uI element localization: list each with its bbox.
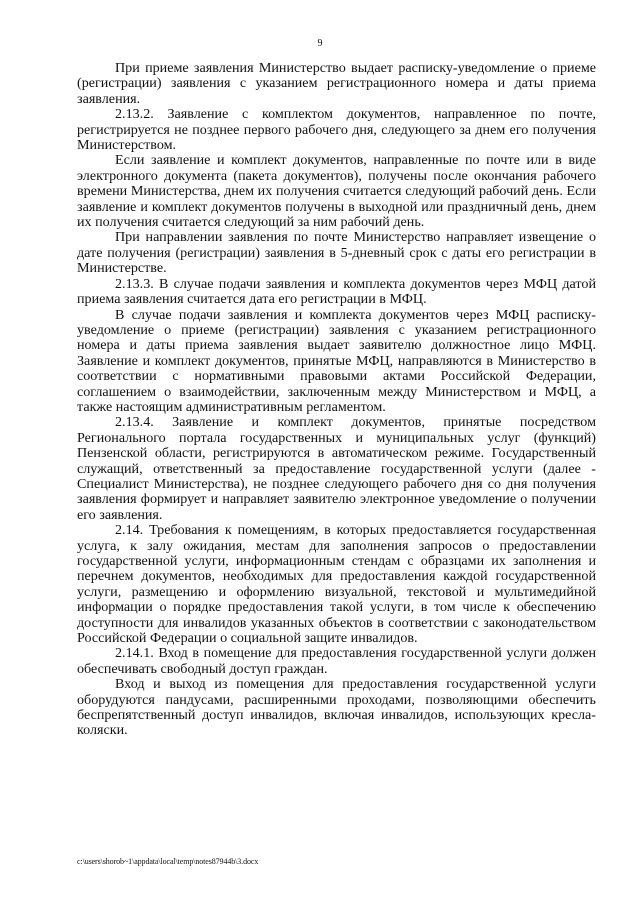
paragraph-mfc-receipt: В случае подачи заявления и комплекта документов через МФЦ расписку-уведомление о приеме (регистрации) заявления с указанием регистрационного номера и даты приема заявления выдает заявителю должностное лицо МФЦ. Заявление и комплект документов, принятые МФЦ, направляются в Министерство в соответствии с нормативными правовыми актами Российской Федерации, соглашением о взаимодействии, заключенным между Министерством и МФЦ, а также настоящим административным регламентом. <box>77 306 596 415</box>
paragraph-2-14-1: 2.14.1. Вход в помещение для предоставления государственной услуги должен обеспечивать свободный доступ граждан. <box>77 645 596 677</box>
paragraph-2-14: 2.14. Требования к помещениям, в которых предоставляется государственная услуга, к залу ожидания, местам для заполнения запросов о предоставлении государственной услуги, информационным стендам с образцами их заполнения и перечнем документов, необходимых для предоставления каждой государственной услуги, размещению и оформлению визуальной, текстовой и мультимедийной информации о порядке предоставления такой услуги, в том числе к обеспечению доступности для инвалидов указанных объектов в соответствии с законодательством Российской Федерации о социальной защите инвалидов. <box>77 522 596 647</box>
paragraph-after-hours: Если заявление и комплект документов, направленные по почте или в виде электронного документа (пакета документов), получены после окончания рабочего времени Министерства, днем их получения считается следующий рабочий день. Если заявление и комплект документов получены в выходной или праздничный день, днем их получения считается следующий за ним рабочий день. <box>77 152 596 231</box>
paragraph-entrance-ramps: Вход и выход из помещения для предоставления государственной услуги оборудуются пандусами, расширенными проходами, позволяющими обеспечить беспрепятственный доступ инвалидов, включая инвалидов, использующих кресла-коляски. <box>77 676 596 739</box>
footer-file-path: c:\users\shorob~1\appdata\local\temp\notes87944b\3.docx <box>77 857 259 866</box>
paragraph-2-13-2: 2.13.2. Заявление с комплектом документов, направленное по почте, регистрируется не позднее первого рабочего дня, следующего за днем его получения Министерством. <box>77 106 596 154</box>
paragraph-receipt-notice: При приеме заявления Министерство выдает расписку-уведомление о приеме (регистрации) заявления с указанием регистрационного номера и даты приема заявления. <box>77 60 596 107</box>
document-body <box>77 61 596 739</box>
paragraph-2-13-4: 2.13.4. Заявление и комплект документов, принятые посредством Регионального портала государственных и муниципальных услуг (функций) Пензенской области, регистрируются в автоматическом режиме. Государственный служащий, ответственный за предоставление государственной услуги (далее - Специалист Министерства), не позднее следующего рабочего дня со дня получения заявления формирует и направляет заявителю электронное уведомление о получении его заявления. <box>77 414 596 523</box>
paragraph-2-13-3: 2.13.3. В случае подачи заявления и комплекта документов через МФЦ датой приема заявления считается дата его регистрации в МФЦ. <box>77 275 596 308</box>
paragraph-postal-notice: При направлении заявления по почте Министерство направляет извещение о дате получения (регистрации) заявления в 5-дневный срок с даты его регистрации в Министерстве. <box>77 229 596 277</box>
page-number: 9 <box>317 38 323 49</box>
